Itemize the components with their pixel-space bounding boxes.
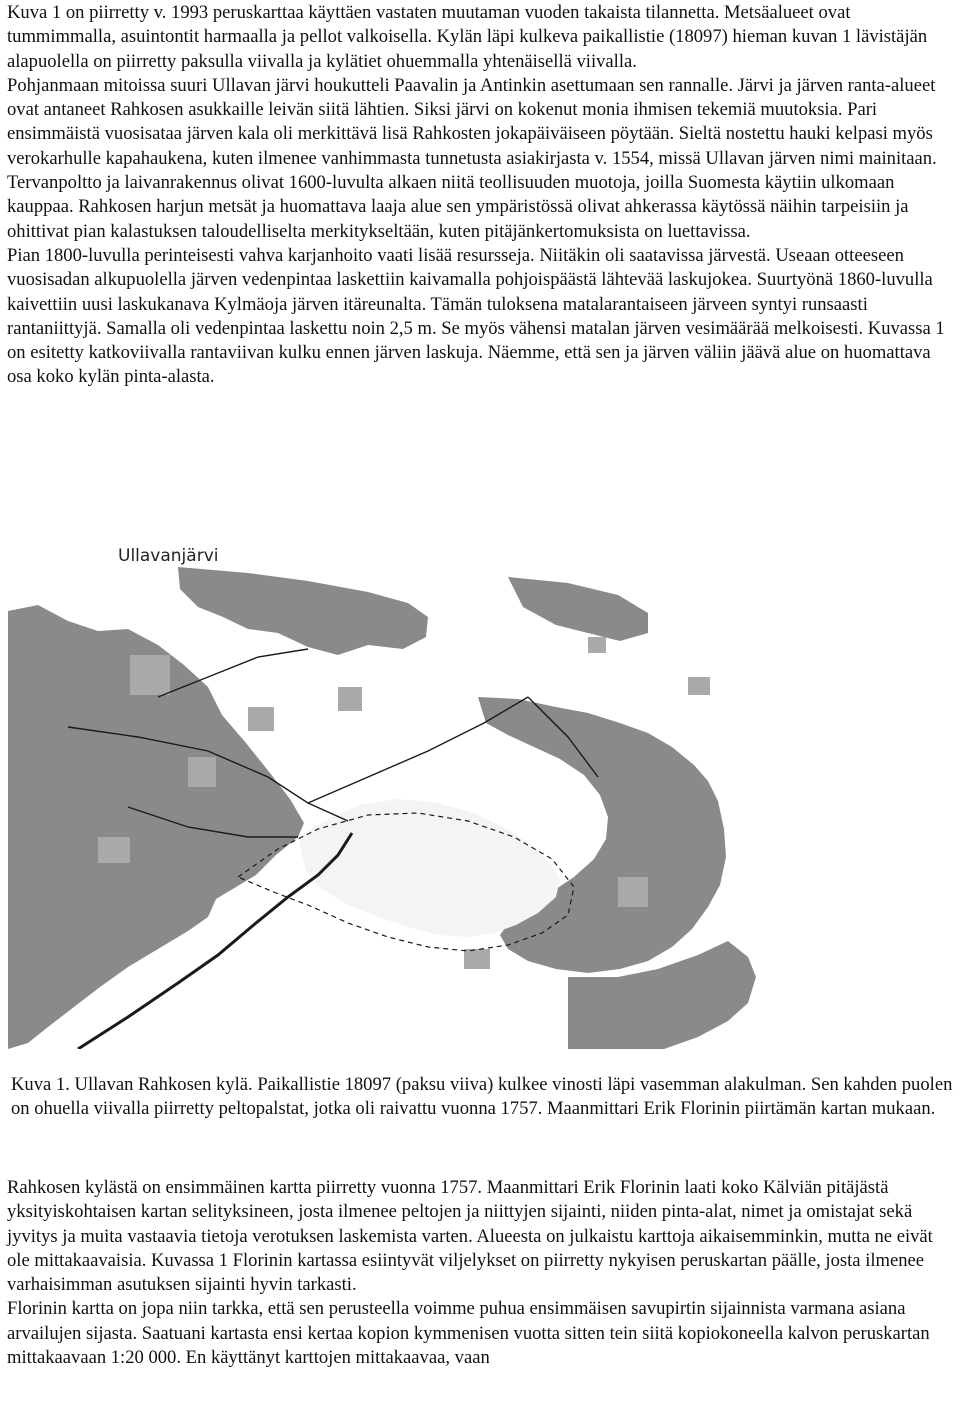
residential-plot xyxy=(588,637,606,653)
residential-plot xyxy=(688,677,710,695)
lower-paragraph-2: Florinin kartta on jopa niin tarkka, että sen perusteella voimme puhua ensimmäisen savupirtin sijainnista varmana asiana arvailujen sijasta. Saatuani kartasta ensi kertaa kopion kymmenisen vuotta sitten tein siitä kopiokoneella kalvon peruskartan mittakaavaan 1:20 000. En käyttänyt karttojen mittakaavaa, vaan xyxy=(7,1298,930,1369)
lower-text xyxy=(7,1176,955,1370)
residential-plot xyxy=(338,687,362,711)
intro-text xyxy=(7,1,955,390)
residential-plot xyxy=(464,949,490,969)
lower-paragraph-1: Rahkosen kylästä on ensimmäinen kartta piirretty vuonna 1757. Maanmittari Erik Florinin laati koko Kälviän pitäjästä yksityiskohtaisen kartan selityksineen, josta ilmenee peltojen ja niittyjen sijainti, niiden pinta-alat, nimet ja omistajat sekä jyvitys ja muita vastaavia tietoja verotuksen laskemista varten. Alueesta on julkaistu karttoja aikaisemminkin, mutta ne eivät ole mittakaavaisia. Kuvassa 1 Florinin kartassa esiintyvät viljelykset on piirretty nykyisen peruskartan päälle, josta ilmenee varhaisimman asutuksen sijainti hyvin tarkasti. xyxy=(7,1177,933,1296)
residential-plot xyxy=(248,707,274,731)
intro-paragraph-4: Pian 1800-luvulla perinteisesti vahva karjanhoito vaati lisää resursseja. Niitäkin oli saatavissa järvestä. Useaan otteeseen vuosisadan alkupuolella järven vedenpintaa laskettiin kaivamalla pohjoispäästä lähtevää laskujokea. Suurtyönä 1860-luvulla kaivettiin uusi laskukanava Kylmäoja järven itäreunalta. Tämän tuloksena matalarantaiseen järveen syntyi runsaasti rantaniittyjä. Samalla oli vedenpintaa laskettu noin 2,5 m. Se myös vähensi matalan järven vesimäärää melkoisesti. Kuvassa 1 on esitetty katkoviivalla rantaviivan kulku ennen järven laskuja. Näemme, että sen ja järven väliin jäävä alue on huomattava osa koko kylän pinta-alasta. xyxy=(7,244,945,388)
residential-plot xyxy=(618,877,648,907)
caption-text: Kuva 1. Ullavan Rahkosen kylä. Paikallistie 18097 (paksu viiva) kulkee vinosti läpi vasemman alakulman. Sen kahden puolen on ohuella viivalla piirretty peltopalstat, jotka oli raivattu vuonna 1757. Maanmittari Erik Florinin piirtämän kartan mukaan. xyxy=(11,1074,953,1120)
figure-caption xyxy=(7,1073,955,1122)
village-map xyxy=(8,537,956,1049)
intro-paragraph-1: Kuva 1 on piirretty v. 1993 peruskarttaa käyttäen vastaten muutaman vuoden takaista tilannetta. Metsäalueet ovat tummimmalla, asuintontit harmaalla ja pellot valkoisella. Kylän läpi kulkeva paikallistie (18097) hieman kuvan 1 lävistäjän alapuolella on piirretty paksulla viivalla ja kylätiet ohuemmalla yhtenäisellä viivalla. xyxy=(7,2,928,72)
intro-paragraph-3: Tervanpoltto ja laivanrakennus olivat 1600-luvulta alkaen niitä teollisuuden muotoja, joilla Suomesta käytiin ulkomaan kauppaa. Rahkosen harjun metsät ja huomattava laaja alue sen ympäristössä olivat ahkerassa käytössä näihin tarpeisiin ja ohittivat pian kalastuksen taloudelliselta merkitykseltään, kuten pitäjänkertomuksista on luettavissa. xyxy=(7,172,909,242)
residential-plot xyxy=(98,837,130,863)
residential-plot xyxy=(188,757,216,787)
residential-plot xyxy=(130,655,170,695)
village-map-figure xyxy=(8,537,956,1049)
map-lake-label: Ullavanjärvi xyxy=(118,546,219,566)
intro-paragraph-2: Pohjanmaan mitoissa suuri Ullavan järvi houkutteli Paavalin ja Antinkin asettumaan sen rannalle. Järvi ja järven ranta-alueet ovat antaneet Rahkosen asukkaille leivän siitä lähtien. Siksi järvi on kokenut monia ihmisen tekemiä muutoksia. Pari ensimmäistä vuosisataa järven kala oli merkittävä lisä Rahkosten jokapäiväiseen pöytään. Sieltä nostettu hauki kelpasi myös verokarhulle kapahaukena, kuten ilmenee vanhimmasta tunnetusta asiakirjasta v. 1554, missä Ullavan järven nimi mainitaan. xyxy=(7,74,937,169)
